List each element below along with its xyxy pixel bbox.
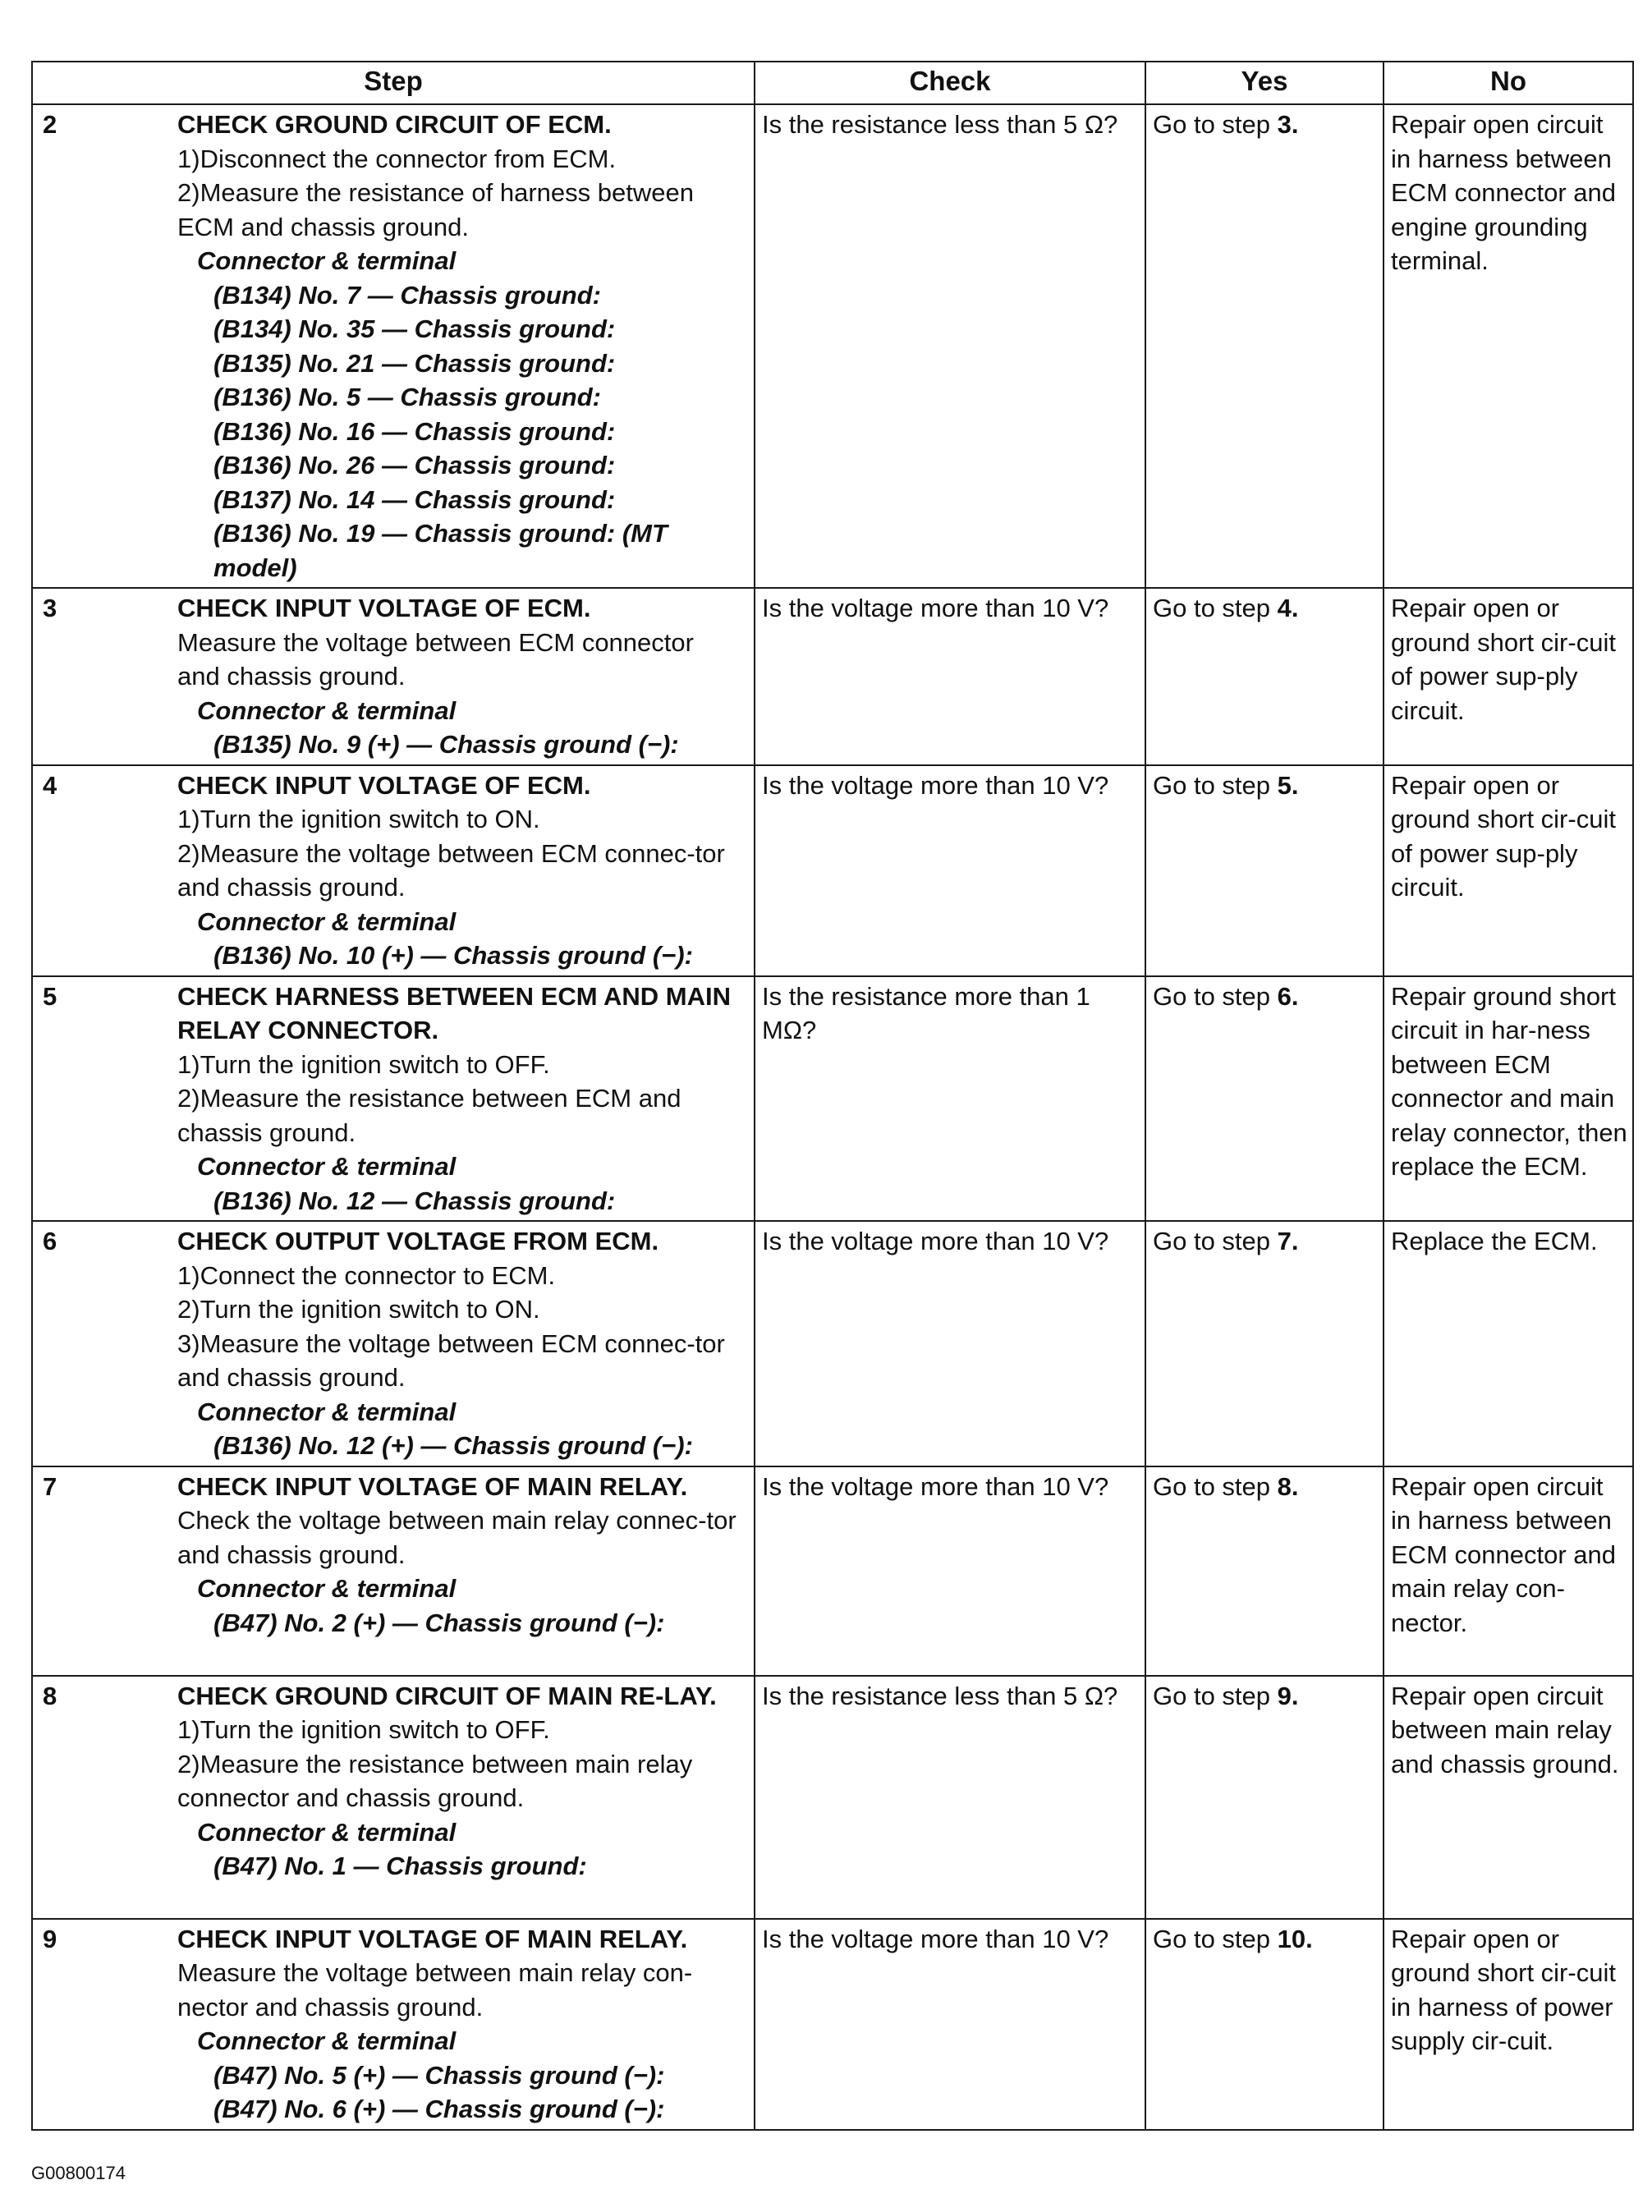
step-content	[33, 977, 754, 1221]
check-question: Is the resistance more than 1 MΩ?	[762, 981, 1090, 1044]
connector-line: (B136) No. 16 — Chassis ground:	[213, 416, 616, 446]
step-cell	[32, 104, 755, 588]
step-content	[33, 1222, 754, 1466]
yes-cell	[1145, 1919, 1384, 2130]
yes-cell	[1145, 1221, 1384, 1466]
step-title: CHECK INPUT VOLTAGE OF ECM.	[177, 770, 591, 800]
yes-action	[1146, 589, 1383, 628]
step-instruction: 2)Measure the voltage between ECM connec-tor and chassis ground.	[177, 838, 725, 902]
step-body	[177, 1470, 749, 1641]
step-body	[177, 1679, 749, 1884]
step-cell	[32, 976, 755, 1222]
yes-prefix: Go to step	[1153, 594, 1278, 622]
no-action: Repair open circuit between main relay and chassis ground.	[1391, 1681, 1619, 1778]
diagnostic-table	[31, 61, 1634, 2131]
step-instruction: 1)Turn the ignition switch to ON.	[177, 805, 540, 833]
step-number: 7	[43, 1471, 57, 1501]
table-row	[32, 1221, 1633, 1466]
table-row	[32, 1466, 1633, 1676]
no-cell	[1384, 1221, 1633, 1466]
connector-line: (B136) No. 10 (+) — Chassis ground (−):	[213, 941, 693, 970]
no-cell	[1384, 976, 1633, 1222]
check-question: Is the voltage more than 10 V?	[762, 1227, 1109, 1255]
step-number: 4	[43, 770, 57, 800]
table-row	[32, 104, 1633, 588]
yes-cell	[1145, 765, 1384, 976]
no-action: Repair open or ground short cir-cuit of power sup-ply circuit.	[1391, 770, 1616, 902]
step-cell	[32, 588, 755, 765]
figure-code: G00800174	[31, 2163, 126, 2183]
step-title: CHECK INPUT VOLTAGE OF MAIN RELAY.	[177, 1924, 688, 1953]
connector-heading: Connector & terminal	[197, 246, 457, 275]
step-body	[177, 108, 749, 585]
table-row	[32, 588, 1633, 765]
table-row	[32, 1676, 1633, 1919]
connector-heading: Connector & terminal	[197, 906, 457, 936]
step-instruction: Check the voltage between main relay connec-tor and chassis ground.	[177, 1506, 737, 1569]
table-header-row	[32, 62, 1633, 104]
no-cell	[1384, 1676, 1633, 1919]
yes-prefix: Go to step	[1153, 1924, 1278, 1953]
step-body	[177, 1922, 749, 2127]
table-row	[32, 1919, 1633, 2130]
no-cell	[1384, 765, 1633, 976]
step-instruction: 2)Turn the ignition switch to ON.	[177, 1295, 540, 1324]
step-title: CHECK GROUND CIRCUIT OF MAIN RE-LAY.	[177, 1681, 717, 1710]
yes-step-number: 7.	[1277, 1227, 1299, 1255]
step-instruction: 2)Measure the resistance between main relay connector and chassis ground.	[177, 1749, 693, 1812]
yes-step-number: 5.	[1277, 770, 1299, 800]
yes-prefix: Go to step	[1153, 981, 1278, 1011]
connector-heading: Connector & terminal	[197, 695, 457, 725]
step-number: 2	[43, 110, 57, 139]
header-step: Step	[32, 62, 755, 104]
yes-prefix: Go to step	[1153, 1471, 1278, 1501]
connector-heading: Connector & terminal	[197, 1817, 457, 1847]
step-number: 3	[43, 594, 57, 622]
yes-prefix: Go to step	[1153, 1681, 1278, 1710]
step-title: CHECK OUTPUT VOLTAGE FROM ECM.	[177, 1227, 659, 1255]
yes-prefix: Go to step	[1153, 1227, 1278, 1255]
yes-action	[1146, 1467, 1383, 1507]
yes-action	[1146, 1920, 1383, 1959]
connector-line: (B47) No. 6 (+) — Chassis ground (−):	[213, 2095, 665, 2123]
step-instruction: 2)Measure the resistance between ECM and chassis ground.	[177, 1084, 681, 1147]
connector-line: (B134) No. 35 — Chassis ground:	[213, 314, 616, 343]
connector-heading: Connector & terminal	[197, 1397, 457, 1426]
table-row	[32, 765, 1633, 976]
check-question: Is the voltage more than 10 V?	[762, 1471, 1109, 1501]
yes-prefix: Go to step	[1153, 770, 1278, 800]
step-body	[177, 769, 749, 973]
yes-cell	[1145, 588, 1384, 765]
step-title: CHECK HARNESS BETWEEN ECM AND MAIN RELAY CONNECTOR.	[177, 981, 731, 1044]
connector-line: (B137) No. 14 — Chassis ground:	[213, 484, 616, 514]
check-question: Is the resistance less than 5 Ω?	[762, 110, 1118, 139]
connector-line: (B136) No. 12 — Chassis ground:	[213, 1186, 616, 1215]
connector-line: (B47) No. 2 (+) — Chassis ground (−):	[213, 1608, 665, 1637]
yes-step-number: 6.	[1277, 981, 1299, 1011]
step-instruction: Measure the voltage between main relay con-nector and chassis ground.	[177, 1958, 693, 2022]
yes-step-number: 4.	[1277, 594, 1299, 622]
step-body	[177, 980, 749, 1218]
step-instruction: 1)Connect the connector to ECM.	[177, 1260, 556, 1290]
yes-cell	[1145, 1676, 1384, 1919]
check-question: Is the resistance less than 5 Ω?	[762, 1681, 1118, 1710]
connector-heading: Connector & terminal	[197, 2026, 457, 2055]
no-cell	[1384, 1919, 1633, 2130]
header-yes: Yes	[1145, 62, 1384, 104]
connector-line: (B136) No. 26 — Chassis ground:	[213, 451, 616, 480]
yes-action	[1146, 766, 1383, 805]
no-action: Repair ground short circuit in har-ness between ECM connector and main relay connector, then replace the ECM.	[1391, 981, 1627, 1181]
step-cell	[32, 1221, 755, 1466]
yes-action	[1146, 977, 1383, 1017]
yes-action	[1146, 105, 1383, 145]
connector-line: (B135) No. 9 (+) — Chassis ground (−):	[213, 730, 679, 759]
connector-line: (B136) No. 5 — Chassis ground:	[213, 383, 601, 411]
no-action: Repair open circuit in harness between ECM connector and engine grounding terminal.	[1391, 110, 1616, 275]
connector-heading: Connector & terminal	[197, 1574, 457, 1603]
connector-line: (B47) No. 1 — Chassis ground:	[213, 1852, 587, 1880]
step-instruction: 1)Turn the ignition switch to OFF.	[177, 1049, 550, 1079]
step-title: CHECK INPUT VOLTAGE OF ECM.	[177, 594, 591, 622]
check-cell	[755, 1676, 1145, 1919]
step-cell	[32, 1466, 755, 1676]
step-content	[33, 589, 754, 764]
step-instruction: 1)Disconnect the connector from ECM.	[177, 144, 617, 173]
step-number: 9	[43, 1924, 57, 1953]
yes-step-number: 3.	[1277, 110, 1299, 139]
step-number: 6	[43, 1227, 57, 1255]
check-cell	[755, 588, 1145, 765]
yes-action	[1146, 1222, 1383, 1261]
no-cell	[1384, 1466, 1633, 1676]
step-number: 5	[43, 981, 57, 1011]
step-title: CHECK GROUND CIRCUIT OF ECM.	[177, 110, 612, 139]
step-content	[33, 1677, 754, 1886]
header-no: No	[1384, 62, 1633, 104]
step-number: 8	[43, 1681, 57, 1710]
yes-step-number: 9.	[1277, 1681, 1299, 1710]
step-instruction: 1)Turn the ignition switch to OFF.	[177, 1715, 550, 1744]
check-cell	[755, 104, 1145, 588]
check-cell	[755, 1466, 1145, 1676]
step-title: CHECK INPUT VOLTAGE OF MAIN RELAY.	[177, 1471, 688, 1501]
no-action: Replace the ECM.	[1391, 1227, 1598, 1255]
no-cell	[1384, 588, 1633, 765]
yes-prefix: Go to step	[1153, 110, 1278, 139]
yes-step-number: 8.	[1277, 1471, 1299, 1501]
yes-step-number: 10.	[1277, 1924, 1313, 1953]
step-content	[33, 1467, 754, 1643]
step-instruction: 3)Measure the voltage between ECM connec-tor and chassis ground.	[177, 1329, 725, 1392]
connector-line: (B47) No. 5 (+) — Chassis ground (−):	[213, 2060, 665, 2090]
step-instruction: 2)Measure the resistance of harness between ECM and chassis ground.	[177, 178, 694, 241]
no-action: Repair open or ground short cir-cuit of power sup-ply circuit.	[1391, 594, 1616, 725]
table-body	[32, 104, 1633, 2130]
yes-cell	[1145, 1466, 1384, 1676]
no-action: Repair open or ground short cir-cuit in harness of power supply cir-cuit.	[1391, 1924, 1616, 2055]
step-cell	[32, 1676, 755, 1919]
check-question: Is the voltage more than 10 V?	[762, 1924, 1109, 1953]
step-instruction: Measure the voltage between ECM connector and chassis ground.	[177, 627, 694, 691]
yes-action	[1146, 1677, 1383, 1716]
yes-cell	[1145, 104, 1384, 588]
step-cell	[32, 765, 755, 976]
check-cell	[755, 1221, 1145, 1466]
step-body	[177, 1224, 749, 1463]
table-row	[32, 976, 1633, 1222]
no-cell	[1384, 104, 1633, 588]
connector-heading: Connector & terminal	[197, 1152, 457, 1181]
connector-line: (B134) No. 7 — Chassis ground:	[213, 280, 601, 310]
step-cell	[32, 1919, 755, 2130]
step-content	[33, 1920, 754, 2129]
check-cell	[755, 976, 1145, 1222]
check-cell	[755, 765, 1145, 976]
connector-line: (B135) No. 21 — Chassis ground:	[213, 348, 616, 378]
step-content	[33, 105, 754, 587]
yes-cell	[1145, 976, 1384, 1222]
step-body	[177, 591, 749, 762]
header-check: Check	[755, 62, 1145, 104]
no-action: Repair open circuit in harness between ECM connector and main relay con-nector.	[1391, 1471, 1616, 1637]
connector-line: (B136) No. 12 (+) — Chassis ground (−):	[213, 1431, 693, 1460]
check-question: Is the voltage more than 10 V?	[762, 770, 1109, 800]
connector-line: (B136) No. 19 — Chassis ground: (MT model)	[213, 519, 668, 582]
check-question: Is the voltage more than 10 V?	[762, 594, 1109, 622]
step-content	[33, 766, 754, 975]
check-cell	[755, 1919, 1145, 2130]
